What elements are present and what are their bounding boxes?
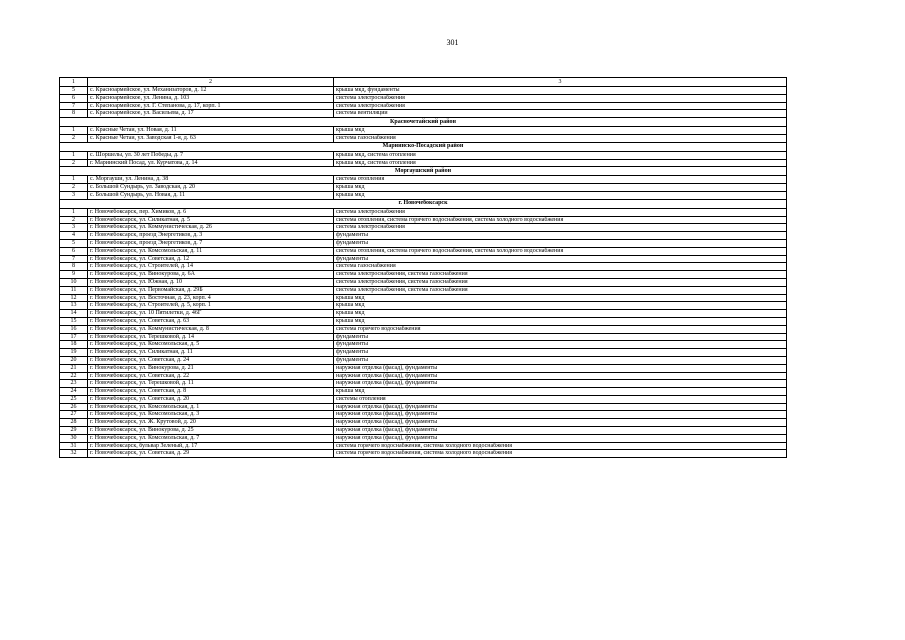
address-cell: г. Новочебоксарск, ул. Силикатная, д. 11 xyxy=(88,349,334,357)
row-number: 1 xyxy=(60,208,88,216)
table-row xyxy=(60,317,787,325)
row-number: 7 xyxy=(60,102,88,110)
table-row xyxy=(60,239,787,247)
address-cell: г. Новочебоксарск, ул. Коммунистическая, д. 8 xyxy=(88,325,334,333)
row-number: 13 xyxy=(60,302,88,310)
table-row xyxy=(60,286,787,294)
row-number: 9 xyxy=(60,271,88,279)
row-number: 21 xyxy=(60,364,88,372)
table-row xyxy=(60,395,787,403)
work-type-cell: система горячего водоснабжения, система холодного водоснабжения xyxy=(334,450,787,458)
work-type-cell: система электроснабжения xyxy=(334,94,787,102)
table-row xyxy=(60,247,787,255)
work-type-cell: системы отопления xyxy=(334,395,787,403)
row-number: 31 xyxy=(60,442,88,450)
address-cell: г. Новочебоксарск, ул. Южная, д. 10 xyxy=(88,278,334,286)
table-row xyxy=(60,427,787,435)
table-row xyxy=(60,224,787,232)
work-type-cell: крыша мкд, система отопления xyxy=(334,159,787,167)
address-cell: г. Новочебоксарск, ул. Советская, д. 63 xyxy=(88,317,334,325)
address-cell: г. Новочебоксарск, бульвар Зеленый, д. 17 xyxy=(88,442,334,450)
row-number: 5 xyxy=(60,87,88,95)
work-type-cell: фундаменты xyxy=(334,255,787,263)
table-row xyxy=(60,271,787,279)
table-row xyxy=(60,356,787,364)
address-cell: с. Большой Сундырь, ул. Новая, д. 11 xyxy=(88,191,334,199)
table-row xyxy=(60,208,787,216)
work-type-cell: крыша мкд xyxy=(334,317,787,325)
work-type-cell: крыша мкд xyxy=(334,191,787,199)
work-type-cell: система отопления, система горячего водоснабжения, система холодного водоснабжения xyxy=(334,216,787,224)
address-cell: с. Шоршелы, ул. 30 лет Победы, д. 7 xyxy=(88,151,334,159)
row-number: 1 xyxy=(60,151,88,159)
row-number: 19 xyxy=(60,349,88,357)
work-type-cell: система газоснабжения xyxy=(334,134,787,142)
work-type-cell: наружная отделка (фасад), фундаменты xyxy=(334,419,787,427)
work-type-cell: наружная отделка (фасад), фундаменты xyxy=(334,372,787,380)
address-cell: г. Новочебоксарск, ул. Терешковой, д. 11 xyxy=(88,380,334,388)
address-cell: г. Новочебоксарск, ул. Строителей, д. 5, корп. 1 xyxy=(88,302,334,310)
address-cell: г. Новочебоксарск, пер. Химиков, д. 6 xyxy=(88,208,334,216)
address-cell: г. Новочебоксарск, ул. 10 Пятилетки, д. 46Г xyxy=(88,310,334,318)
registry-table xyxy=(59,77,787,458)
table-row xyxy=(60,419,787,427)
work-type-cell: фундаменты xyxy=(334,333,787,341)
table-row xyxy=(60,134,787,142)
table-row xyxy=(60,184,787,192)
table-row xyxy=(60,450,787,458)
work-type-cell: наружная отделка (фасад), фундаменты xyxy=(334,364,787,372)
registry-table-body xyxy=(60,78,787,458)
district-heading: Красночетайский район xyxy=(60,118,787,127)
row-number: 10 xyxy=(60,278,88,286)
work-type-cell: система электроснабжения xyxy=(334,102,787,110)
table-row xyxy=(60,380,787,388)
table-row xyxy=(60,191,787,199)
row-number: 27 xyxy=(60,411,88,419)
address-cell: г. Новочебоксарск, ул. Комсомольская, д. 3 xyxy=(88,411,334,419)
row-number: 24 xyxy=(60,388,88,396)
work-type-cell: крыша мкд xyxy=(334,310,787,318)
page-number: 301 xyxy=(446,38,459,47)
address-cell: с. Красноармейское, ул. Ленина, д. 103 xyxy=(88,94,334,102)
address-cell: г. Новочебоксарск, ул. Комсомольская, д. 5 xyxy=(88,341,334,349)
address-cell: с. Большой Сундырь, ул. Заводская, д. 20 xyxy=(88,184,334,192)
district-heading: Мариинско-Посадский район xyxy=(60,142,787,151)
address-cell: г. Новочебоксарск, ул. Советская, д. 29 xyxy=(88,450,334,458)
row-number: 30 xyxy=(60,434,88,442)
district-heading-row xyxy=(60,118,787,127)
table-row xyxy=(60,87,787,95)
row-number: 26 xyxy=(60,403,88,411)
table-row xyxy=(60,232,787,240)
work-type-cell: система электроснабжения, система газоснабжения xyxy=(334,286,787,294)
address-cell: с. Красноармейское, ул. Механизаторов, д. 12 xyxy=(88,87,334,95)
address-cell: г. Новочебоксарск, ул. Комсомольская, д. 1 xyxy=(88,403,334,411)
row-number: 4 xyxy=(60,232,88,240)
row-number: 8 xyxy=(60,110,88,118)
work-type-cell: система электроснабжения, система газоснабжения xyxy=(334,278,787,286)
work-type-cell: фундаменты xyxy=(334,341,787,349)
row-number: 8 xyxy=(60,263,88,271)
column-number-3: 3 xyxy=(334,78,787,87)
row-number: 25 xyxy=(60,395,88,403)
work-type-cell: фундаменты xyxy=(334,232,787,240)
address-cell: с. Красноармейское, ул. Г. Степанова, д. 17, корп. 1 xyxy=(88,102,334,110)
row-number: 22 xyxy=(60,372,88,380)
address-cell: с. Красноармейское, ул. Васильева, д. 17 xyxy=(88,110,334,118)
row-number: 1 xyxy=(60,176,88,184)
row-number: 5 xyxy=(60,239,88,247)
table-row xyxy=(60,159,787,167)
table-row xyxy=(60,349,787,357)
row-number: 32 xyxy=(60,450,88,458)
address-cell: г. Новочебоксарск, ул. Ж. Крутовой, д. 20 xyxy=(88,419,334,427)
work-type-cell: система электроснабжения, система газоснабжения xyxy=(334,271,787,279)
column-number-1: 1 xyxy=(60,78,88,87)
table-row xyxy=(60,151,787,159)
work-type-cell: фундаменты xyxy=(334,239,787,247)
table-row xyxy=(60,127,787,135)
address-cell: г. Новочебоксарск, ул. Первомайская, д. 29Б xyxy=(88,286,334,294)
row-number: 6 xyxy=(60,94,88,102)
table-row xyxy=(60,411,787,419)
row-number: 1 xyxy=(60,127,88,135)
address-cell: г. Новочебоксарск, проезд Энергетиков, д. 7 xyxy=(88,239,334,247)
district-heading: Моргаушский район xyxy=(60,167,787,176)
table-row xyxy=(60,216,787,224)
table-row xyxy=(60,102,787,110)
work-type-cell: наружная отделка (фасад), фундаменты xyxy=(334,403,787,411)
work-type-cell: система отопления xyxy=(334,176,787,184)
work-type-cell: система электроснабжения xyxy=(334,224,787,232)
work-type-cell: крыша мкд xyxy=(334,294,787,302)
row-number: 11 xyxy=(60,286,88,294)
table-row xyxy=(60,403,787,411)
address-cell: г. Новочебоксарск, ул. Винокурова, д. 6А xyxy=(88,271,334,279)
address-cell: г. Новочебоксарск, ул. Винокурова, д. 21 xyxy=(88,364,334,372)
column-number-2: 2 xyxy=(88,78,334,87)
row-number: 16 xyxy=(60,325,88,333)
table-row xyxy=(60,176,787,184)
address-cell: г. Новочебоксарск, ул. Терешковой, д. 14 xyxy=(88,333,334,341)
column-number-row xyxy=(60,78,787,87)
row-number: 20 xyxy=(60,356,88,364)
row-number: 2 xyxy=(60,184,88,192)
row-number: 12 xyxy=(60,294,88,302)
row-number: 3 xyxy=(60,191,88,199)
row-number: 18 xyxy=(60,341,88,349)
work-type-cell: наружная отделка (фасад), фундаменты xyxy=(334,427,787,435)
table-row xyxy=(60,263,787,271)
row-number: 2 xyxy=(60,134,88,142)
work-type-cell: система горячего водоснабжения, система холодного водоснабжения xyxy=(334,442,787,450)
work-type-cell: крыша мкд, фундаменты xyxy=(334,87,787,95)
address-cell: г. Новочебоксарск, ул. Советская, д. 20 xyxy=(88,395,334,403)
table-row xyxy=(60,94,787,102)
address-cell: г. Новочебоксарск, ул. Советская, д. 24 xyxy=(88,356,334,364)
table-row xyxy=(60,302,787,310)
work-type-cell: крыша мкд xyxy=(334,388,787,396)
address-cell: с. Красные Четаи, ул. Заводская 1-я, д. 63 xyxy=(88,134,334,142)
row-number: 29 xyxy=(60,427,88,435)
table-row xyxy=(60,388,787,396)
table-row xyxy=(60,442,787,450)
row-number: 14 xyxy=(60,310,88,318)
address-cell: г. Новочебоксарск, ул. Винокурова, д. 25 xyxy=(88,427,334,435)
address-cell: г. Новочебоксарск, ул. Коммунистическая, д. 26 xyxy=(88,224,334,232)
table-row xyxy=(60,325,787,333)
work-type-cell: фундаменты xyxy=(334,356,787,364)
work-type-cell: наружная отделка (фасад), фундаменты xyxy=(334,380,787,388)
district-heading-row xyxy=(60,142,787,151)
address-cell: г. Новочебоксарск, ул. Советская, д. 8 xyxy=(88,388,334,396)
table-row xyxy=(60,341,787,349)
address-cell: г. Мариинский Посад, ул. Курчатова, д. 14 xyxy=(88,159,334,167)
row-number: 17 xyxy=(60,333,88,341)
row-number: 7 xyxy=(60,255,88,263)
work-type-cell: система отопления, система горячего водоснабжения, система холодного водоснабжения xyxy=(334,247,787,255)
work-type-cell: наружная отделка (фасад), фундаменты xyxy=(334,411,787,419)
row-number: 28 xyxy=(60,419,88,427)
table-row xyxy=(60,364,787,372)
district-heading-row xyxy=(60,167,787,176)
address-cell: г. Новочебоксарск, ул. Восточная, д. 23, корп. 4 xyxy=(88,294,334,302)
work-type-cell: крыша мкд xyxy=(334,127,787,135)
row-number: 6 xyxy=(60,247,88,255)
row-number: 3 xyxy=(60,224,88,232)
work-type-cell: система горячего водоснабжения xyxy=(334,325,787,333)
work-type-cell: крыша мкд, система отопления xyxy=(334,151,787,159)
row-number: 23 xyxy=(60,380,88,388)
address-cell: г. Новочебоксарск, ул. Комсомольская, д. 11 xyxy=(88,247,334,255)
table-row xyxy=(60,255,787,263)
address-cell: с. Красные Четаи, ул. Новая, д. 11 xyxy=(88,127,334,135)
work-type-cell: система электроснабжения xyxy=(334,208,787,216)
work-type-cell: крыша мкд xyxy=(334,302,787,310)
row-number: 15 xyxy=(60,317,88,325)
address-cell: г. Новочебоксарск, ул. Советская, д. 12 xyxy=(88,255,334,263)
row-number: 2 xyxy=(60,159,88,167)
work-type-cell: крыша мкд xyxy=(334,184,787,192)
address-cell: г. Новочебоксарск, ул. Комсомольская, д. 7 xyxy=(88,434,334,442)
district-heading-row xyxy=(60,199,787,208)
table-row xyxy=(60,110,787,118)
work-type-cell: система газоснабжения xyxy=(334,263,787,271)
address-cell: г. Новочебоксарск, проезд Энергетиков, д. 3 xyxy=(88,232,334,240)
address-cell: г. Новочебоксарск, ул. Силикатная, д. 5 xyxy=(88,216,334,224)
table-row xyxy=(60,372,787,380)
address-cell: г. Новочебоксарск, ул. Строителей, д. 14 xyxy=(88,263,334,271)
work-type-cell: система вентиляции xyxy=(334,110,787,118)
table-row xyxy=(60,310,787,318)
row-number: 2 xyxy=(60,216,88,224)
work-type-cell: наружная отделка (фасад), фундаменты xyxy=(334,434,787,442)
table-row xyxy=(60,294,787,302)
address-cell: с. Моргауши, ул. Ленина, д. 38 xyxy=(88,176,334,184)
table-row xyxy=(60,434,787,442)
table-row xyxy=(60,278,787,286)
district-heading: г. Новочебоксарск xyxy=(60,199,787,208)
work-type-cell: фундаменты xyxy=(334,349,787,357)
address-cell: г. Новочебоксарск, ул. Советская, д. 22 xyxy=(88,372,334,380)
table-row xyxy=(60,333,787,341)
